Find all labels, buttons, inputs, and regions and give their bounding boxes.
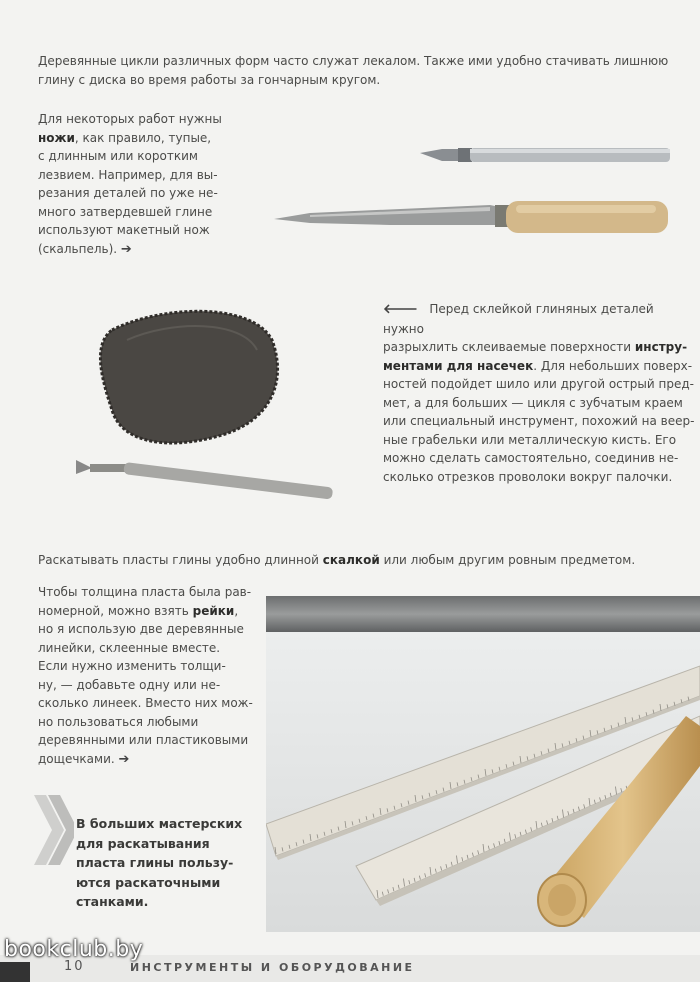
notch-term: ментами для насечек xyxy=(383,358,534,373)
knife-blade xyxy=(274,205,500,225)
arrow-right-icon: ➔ xyxy=(118,751,130,767)
knives-line: с длинным или коротким xyxy=(38,149,198,163)
knives-paragraph xyxy=(38,110,238,259)
notch-term: инстру- xyxy=(634,340,688,354)
knives-line: лезвием. Например, для вы- xyxy=(38,167,218,182)
intro-paragraph xyxy=(38,52,698,89)
notch-paragraph: 🡐 Перед склейкой глиняных деталей нужно разрыхлить склеиваемые поверхности инстру- ментами для насечек. Для небольших поверх- ностей подойдет шило или другой острый пред- мет, а для больших — цикля с зубчатым краем или специальный инструмент, похожий на веер- ные грабельки или металлическую кисть. Его можно сделать самостоятельно, соединив не- сколько отрезков проволоки вокруг палочки. xyxy=(383,302,695,484)
scalpel-collet xyxy=(458,148,472,162)
page-number: 10 xyxy=(64,959,85,974)
intro-text: Деревянные цикли различных форм часто служат лекалом. Также ими удобно стачивать лишнюю глину с диска во время работы за гончарным кругом. xyxy=(38,54,669,87)
arrow-right-icon: ➔ xyxy=(120,241,132,257)
section-title: ИНСТРУМЕНТЫ И ОБОРУДОВАНИЕ xyxy=(130,961,415,974)
knives-photo xyxy=(270,135,680,245)
slats-paragraph: Чтобы толщина пласта была рав- номерной, можно взять рейки, но я использую две деревянные линейки, склеенные вместе. Если нужно изменить толщи- ну, — добавьте одну или не- сколько линеек. Вместо них мож- но пользоваться любыми деревянными или пластиковыми дощечками. ➔ xyxy=(38,585,253,767)
notch-tools-photo xyxy=(72,300,352,510)
knives-line: Для некоторых работ нужны xyxy=(38,112,222,126)
knives-line: много затвердевшей глине xyxy=(38,204,213,219)
serrated-rib xyxy=(100,311,277,443)
rolling-term: скалкой xyxy=(322,553,380,567)
rulers-rolling-pin-photo xyxy=(266,596,700,932)
metal-edge xyxy=(266,596,700,632)
wire-tool-handle xyxy=(123,462,333,500)
knives-line: ножи, как правило, тупые, xyxy=(38,130,212,145)
knives-line: используют макетный нож xyxy=(38,223,210,237)
watermark: bookclub.by xyxy=(4,937,144,962)
callout-note: В больших мастерских для раскатывания пласта глины пользу- ются раскаточными станками. xyxy=(76,816,243,909)
scalpel-blade xyxy=(420,149,460,161)
knives-term: ножи xyxy=(38,130,75,145)
page-corner xyxy=(0,962,30,982)
rolling-paragraph: Раскатывать пласты глины удобно длинной скалкой или любым другим ровным предметом. xyxy=(38,553,636,567)
slats-term: рейки xyxy=(192,603,235,618)
knives-line: резания деталей по уже не- xyxy=(38,186,218,200)
knives-line: (скальпель). ➔ xyxy=(38,241,132,257)
wire-tool-tips xyxy=(76,460,92,474)
double-chevron-icon xyxy=(34,795,74,865)
arrow-left-icon: 🡐 xyxy=(383,302,418,317)
